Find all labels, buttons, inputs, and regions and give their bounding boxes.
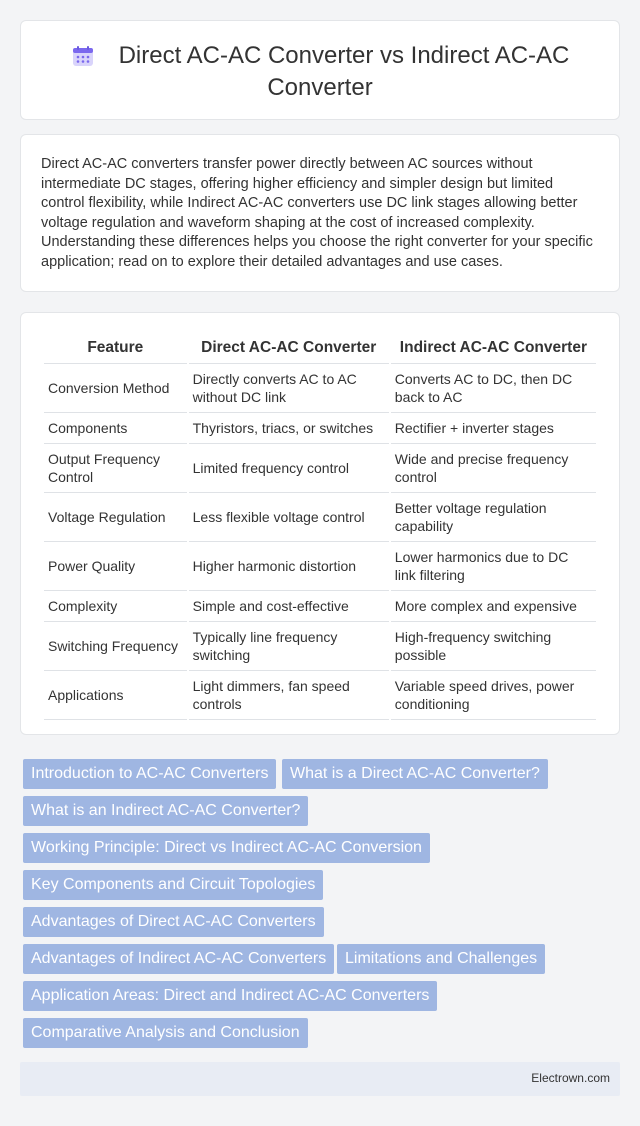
- header-direct: Direct AC-AC Converter: [189, 333, 389, 364]
- table-row: [44, 591, 596, 622]
- table-row: [44, 671, 596, 720]
- cell-indirect: Wide and precise frequency control: [391, 444, 596, 493]
- topic-link-working-principle[interactable]: Working Principle: Direct vs Indirect AC-AC Conversion: [23, 833, 430, 863]
- cell-direct: Typically line frequency switching: [189, 622, 389, 671]
- cell-indirect: Converts AC to DC, then DC back to AC: [391, 364, 596, 413]
- cell-indirect: Variable speed drives, power conditioning: [391, 671, 596, 720]
- topic-link-indirect[interactable]: What is an Indirect AC-AC Converter?: [23, 796, 308, 826]
- topic-link-limitations[interactable]: Limitations and Challenges: [337, 944, 545, 974]
- page-title: [21, 41, 619, 103]
- footer-brand: Electrown.com: [531, 1071, 610, 1085]
- cell-direct: Less flexible voltage control: [189, 493, 389, 542]
- footer: [20, 1062, 620, 1096]
- topic-link-conclusion[interactable]: Comparative Analysis and Conclusion: [23, 1018, 308, 1048]
- cell-feature: Output Frequency Control: [44, 444, 187, 493]
- title-card: [20, 20, 620, 120]
- comparison-table: [42, 333, 598, 720]
- topic-link-advantages-indirect[interactable]: Advantages of Indirect AC-AC Converters: [23, 944, 334, 974]
- calendar-icon: [71, 44, 95, 68]
- table-row: [44, 444, 596, 493]
- cell-feature: Conversion Method: [44, 364, 187, 413]
- cell-feature: Complexity: [44, 591, 187, 622]
- cell-feature: Power Quality: [44, 542, 187, 591]
- topic-link-introduction[interactable]: Introduction to AC-AC Converters: [23, 759, 276, 789]
- title-text-line2: Converter: [267, 74, 373, 101]
- topic-link-direct[interactable]: What is a Direct AC-AC Converter?: [282, 759, 548, 789]
- cell-feature: Applications: [44, 671, 187, 720]
- cell-feature: Voltage Regulation: [44, 493, 187, 542]
- cell-direct: Higher harmonic distortion: [189, 542, 389, 591]
- comparison-table-card: [20, 312, 620, 735]
- cell-indirect: Lower harmonics due to DC link filtering: [391, 542, 596, 591]
- table-row: [44, 622, 596, 671]
- table-header-row: [44, 333, 596, 364]
- header-feature: Feature: [44, 333, 187, 364]
- cell-indirect: Rectifier + inverter stages: [391, 413, 596, 444]
- title-text-line1: Direct AC-AC Converter vs Indirect AC-AC: [118, 42, 570, 69]
- table-row: [44, 364, 596, 413]
- cell-indirect: More complex and expensive: [391, 591, 596, 622]
- intro-paragraph: Direct AC-AC converters transfer power directly between AC sources without intermediate DC stages, offering higher efficiency and simpler design but limited control flexibility, while Indirect AC-AC converters use DC link stages allowing better voltage regulation and waveform shaping at the cost of increased complexity. Understanding these differences helps you choose the right converter for your specific application; read on to explore their detailed advantages and use cases.: [41, 156, 593, 270]
- header-indirect: Indirect AC-AC Converter: [391, 333, 596, 364]
- cell-indirect: Better voltage regulation capability: [391, 493, 596, 542]
- cell-feature: Switching Frequency: [44, 622, 187, 671]
- cell-direct: Simple and cost-effective: [189, 591, 389, 622]
- cell-feature: Components: [44, 413, 187, 444]
- cell-direct: Limited frequency control: [189, 444, 389, 493]
- topic-link-components[interactable]: Key Components and Circuit Topologies: [23, 870, 323, 900]
- topic-link-advantages-direct[interactable]: Advantages of Direct AC-AC Converters: [23, 907, 324, 937]
- cell-direct: Directly converts AC to AC without DC link: [189, 364, 389, 413]
- intro-card: [20, 134, 620, 292]
- table-row: [44, 413, 596, 444]
- table-row: [44, 493, 596, 542]
- cell-direct: Thyristors, triacs, or switches: [189, 413, 389, 444]
- cell-indirect: High-frequency switching possible: [391, 622, 596, 671]
- topic-link-applications[interactable]: Application Areas: Direct and Indirect AC-AC Converters: [23, 981, 437, 1011]
- table-row: [44, 542, 596, 591]
- cell-direct: Light dimmers, fan speed controls: [189, 671, 389, 720]
